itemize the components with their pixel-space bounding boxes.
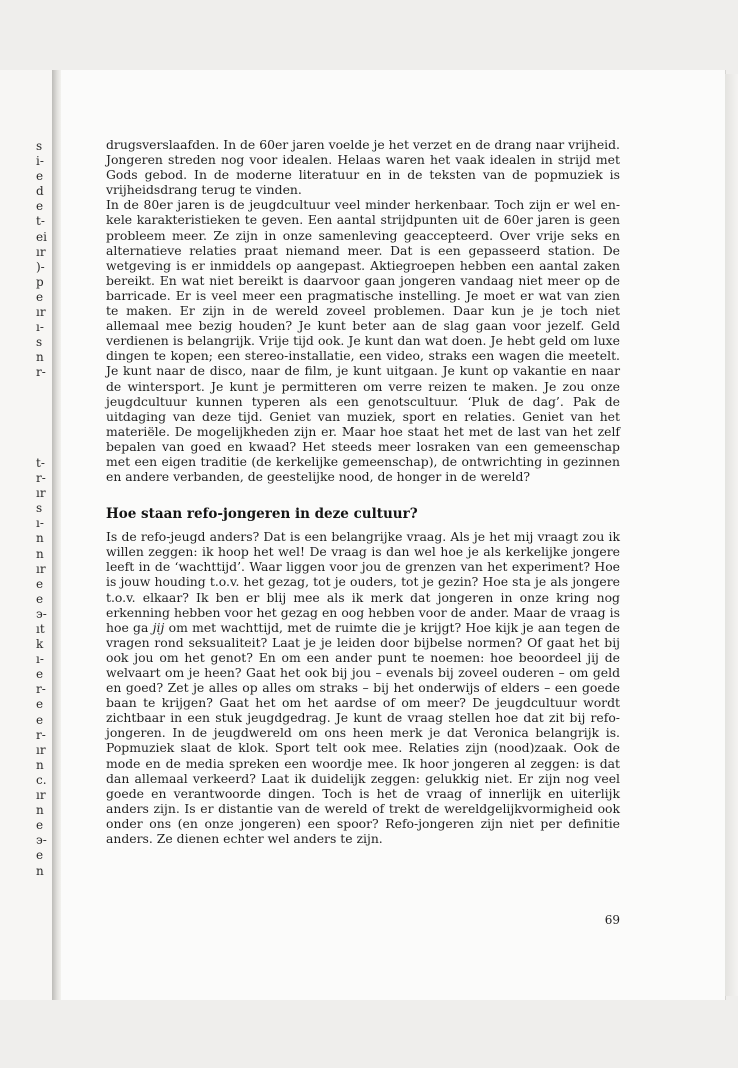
margin-letter: n <box>36 757 44 772</box>
margin-letter: e <box>36 848 44 863</box>
margin-letter: t- <box>36 214 45 229</box>
margin-letter: c. <box>36 772 47 787</box>
margin-letter <box>36 441 52 456</box>
margin-letter: d <box>36 184 44 199</box>
margin-letter <box>36 411 52 426</box>
paragraph-3-part-2: om met wachttijd, met de ruimte die je krijgt? Hoe kijk je aan tegen de vragen rond seksualiteit? Laat je je leiden door bijbelse normen? Of gaat het bij ook jou om het genot? En om een ander punt te noemen: hoe beoordeel jij de welvaart om je heen? Gaat het ook bij jou – evenals bij zoveel ouderen – om geld en goed? Zet je alles op alles om straks – bij het onderwijs of elders – een goede baan te krijgen? Gaat het om het aardse of om meer? De jeugdcultuur wordt zichtbaar in een stuk jeugdgedrag. Je kunt de vraag stellen hoe dat zit bij refo-jongeren. In de jeugdwereld om ons heen merk je dat Veronica belangrijk is. Popmuziek slaat de klok. Sport telt ook mee. Relaties zijn (nood)zaak. Ook de mode en de media spreken een woordje mee. Ik hoor jongeren al zeggen: is dat dan allemaal verkeerd? Laat ik duidelijk zeggen: gelukkig niet. Er zijn nog veel goede en verantwoorde dingen. Toch is het de vraag of innerlijk en uiterlijk anders zijn. Is er distantie van de wereld of trekt de wereldgelijkvormigheid ook onder ons (en onze jongeren) een spoor? Refo-jongeren zijn niet per definitie anders. Ze dienen echter wel anders te zijn. <box>106 619 620 847</box>
margin-letter: e <box>36 591 44 606</box>
paragraph-2: In de 80er jaren is de jeugdcultuur veel minder herkenbaar. Toch zijn er wel enkele karakteristieken te geven. Een aantal strijdpunten uit de 60er jaren is geen probleem meer. Ze zijn in onze samenleving geaccepteerd. Over vrije seks en alternatieve relaties praat niemand meer. Dat is een gepasseerd station. De wetgeving is er inmiddels op aangepast. Aktiegroepen hebben een aantal zaken bereikt. En wat niet bereikt is daarvoor gaan jongeren vandaag niet meer op de barricade. Er is veel meer een pragmatische instelling. Je moet er wat van zien te maken. Er zijn in de wereld zoveel problemen. Daar kun je je toch niet allemaal mee bezig houden? Je kunt beter aan de slag gaan voor jezelf. Geld verdienen is belangrijk. Vrije tijd ook. Je kunt dan wat doen. Je hebt geld om luxe dingen te kopen; een stereo-installatie, een video, straks een wagen die meetelt. Je kunt naar de disco, naar de film, je kunt uitgaan. Je kunt op vakantie en naar de wintersport. Je kunt je permitteren om verre reizen te maken. Je zou onze jeugdcultuur kunnen typeren als een genotscultuur. ‘Pluk de dag’. Pak de uitdaging van deze tijd. Geniet van muziek, sport en relaties. Geniet van het materiële. De mogelijkheden zijn er. Maar hoe staat het met de last van het zelf bepalen van goed en kwaad? Het steeds meer losraken van een gemeenschap met een eigen traditie (de kerkelijke gemeenschap), de ontwrichting in gezinnen en andere verbanden, de geestelijke nood, de honger in de wereld? <box>106 197 620 485</box>
margin-letter: i- <box>36 154 44 169</box>
margin-letter: e <box>36 199 44 214</box>
margin-letter: e <box>36 697 44 712</box>
margin-letter: ır <box>36 305 46 320</box>
paragraph-1: drugsverslaafden. In de 60er jaren voelde je het verzet en de drang naar vrijheid. Jongeren streden nog voor idealen. Helaas waren het vaak idealen in strijd met Gods gebod. In de moderne literatuur en in de teksten van de popmuziek is vrijheidsdrang terug te vinden. <box>106 137 620 198</box>
margin-letter: n <box>36 531 44 546</box>
book-gutter <box>52 70 61 1000</box>
margin-letter: n <box>36 546 44 561</box>
paragraph-3 <box>106 529 620 846</box>
margin-letter: ı- <box>36 652 44 667</box>
margin-letter: ı- <box>36 320 44 335</box>
margin-letter: e <box>36 576 44 591</box>
margin-letter: n <box>36 803 44 818</box>
paragraph-3-emphasis: jij <box>152 619 165 635</box>
margin-letter: t- <box>36 455 45 470</box>
margin-letter: s <box>36 139 43 153</box>
margin-letter: s <box>36 335 43 350</box>
margin-letter: ır <box>36 244 46 259</box>
margin-letter: r- <box>36 682 46 697</box>
margin-letter <box>36 381 52 396</box>
margin-letter <box>36 426 52 441</box>
page-edge <box>725 74 738 996</box>
margin-letter: ıt <box>36 622 45 636</box>
margin-letter: э- <box>36 606 47 621</box>
margin-letter: n <box>36 863 44 878</box>
section-heading: Hoe staan refo-jongeren in deze cultuur? <box>106 506 418 523</box>
margin-letter: e <box>36 169 44 184</box>
margin-letter: r- <box>36 471 46 486</box>
paragraph-3-part-1: Is de refo-jeugd anders? Dat is een belangrijke vraag. Als je het mij vraagt zou ik willen zeggen: ik hoop het wel! De vraag is dan wel hoe je als kerkelijke jongere leeft in de ‘wachttijd’. Waar liggen voor jou de grenzen van het experiment? Hoe is jouw houding t.o.v. het gezag, tot je ouders, tot je gezin? Hoe sta je als jongere t.o.v. elkaar? Ik ben er blij mee als ik merk dat jongeren in onze kring nog erkenning hebben voor het gezag en oog hebben voor de ander. Maar de vraag is hoe ga <box>106 529 620 635</box>
page-number: 69 <box>604 913 620 927</box>
margin-letter: ır <box>36 788 46 803</box>
margin-letter: k <box>36 637 44 652</box>
left-page-margin-text <box>36 139 52 879</box>
margin-letter: e <box>36 289 44 304</box>
margin-letter: э- <box>36 833 47 848</box>
margin-letter: e <box>36 667 44 682</box>
margin-letter: e <box>36 818 44 833</box>
body-text <box>106 137 620 846</box>
margin-letter: p <box>36 274 44 289</box>
margin-letter: )- <box>36 259 45 274</box>
margin-letter: ır <box>36 486 46 501</box>
margin-letter: r- <box>36 365 46 380</box>
margin-letter: ır <box>36 561 46 576</box>
margin-letter: s <box>36 501 43 516</box>
margin-letter: ei <box>36 229 47 244</box>
margin-letter: r- <box>36 727 46 742</box>
margin-letter <box>36 396 52 411</box>
margin-letter: n <box>36 350 44 365</box>
margin-letter: ı- <box>36 516 44 531</box>
margin-letter: e <box>36 712 44 727</box>
margin-letter: ır <box>36 742 46 757</box>
